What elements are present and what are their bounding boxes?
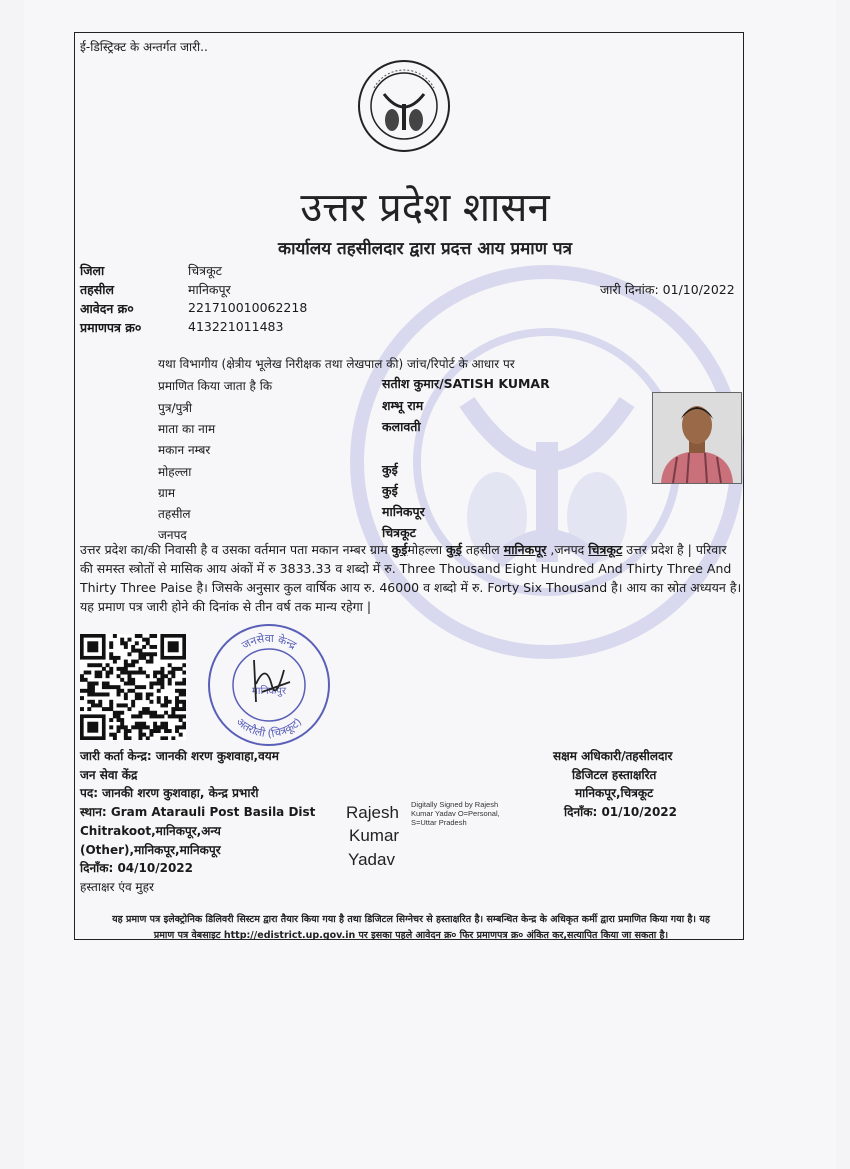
applicant-photo <box>652 392 742 484</box>
issuer-signature-label: हस्ताक्षर एंव मुहर <box>80 880 154 894</box>
detail-label: पुत्र/पुत्री <box>158 401 193 415</box>
application-number: 221710010062218 <box>188 300 308 315</box>
district-label: जिला <box>80 263 105 278</box>
village-value: कुई <box>382 483 398 498</box>
signature-name-3: Yadav <box>348 850 395 869</box>
issuer-date: दिनाँक: 04/10/2022 <box>80 861 194 875</box>
qr-code-icon <box>80 634 186 740</box>
issuer-line-2: जन सेवा केंद्र <box>80 768 138 782</box>
authority-line-3: मानिकपूर,चित्रकूट <box>575 786 654 800</box>
authority-line-2: डिजिटल हस्ताक्षरित <box>572 768 657 782</box>
detail-label: मकान नम्बर <box>158 443 211 457</box>
tehsil-label: तहसील <box>80 282 114 297</box>
seal-bottom-text: अतरौली (चित्रकूट) <box>233 715 305 741</box>
detail-label: तहसील <box>158 507 191 521</box>
certificate-paragraph: उत्तर प्रदेश का/की निवासी है व उसका वर्तमान पता मकान नम्बर ग्राम कुईमोहल्ला कुई तहसील मानिकपूर ,जनपद चित्रकूट उत्तर प्रदेश है | परिवार की समस्त स्त्रोतों से मासिक आय अंकों में रु 3833.33 व शब्दो में रु. Three Thousand Eight Hundred And Thirty Three And Thirty Three Paise है। जिसके अनुसार कुल वार्षिक आय रु. 46000 व शब्दो में रु. Forty Six Thousand है। आय का स्रोत अध्ययन है। यह प्रमाण पत्र जारी होने की दिनांक से तीन वर्ष तक मान्य रहेगा | <box>80 542 742 614</box>
detail-label: प्रमाणित किया जाता है कि <box>158 379 273 393</box>
footer-line-1: यह प्रमाण पत्र इलेक्ट्रोनिक डिलिवरी सिस्टम द्वारा तैयार किया गया है तथा डिजिटल सिग्नेचर से हस्ताक्षरित है। सम्बन्धित केन्द्र के अधिकृत कर्मी द्वारा प्रमाणित किया गया है। यह <box>112 914 710 925</box>
locality-value: कुई <box>382 462 398 477</box>
seal-top-text: जनसेवा केन्द्र <box>239 631 299 653</box>
district-detail-value: चित्रकूट <box>382 525 416 540</box>
issuer-line-6: (Other),मानिकपूर,मानिकपूर <box>80 843 221 857</box>
village-underlined: कुई <box>391 542 408 557</box>
issuer-line-3: पद: जानकी शरण कुशवाहा, केन्द्र प्रभारी <box>80 786 259 800</box>
issue-date: जारी दिनांक: 01/10/2022 <box>600 282 735 297</box>
detail-label: माता का नाम <box>158 422 216 436</box>
svg-text:अतरौली (चित्रकूट) <box>234 715 305 740</box>
detail-label: मोहल्ला <box>158 465 192 479</box>
locality-underlined: कुई <box>446 542 462 557</box>
signature-detail-2: Kumar Yadav O=Personal, <box>411 809 500 818</box>
district-value: चित्रकूट <box>188 263 222 278</box>
document-title: उत्तर प्रदेश शासन <box>300 185 550 231</box>
document-subtitle: कार्यालय तहसीलदार द्वारा प्रदत्त आय प्रमाण पत्र <box>278 239 572 259</box>
district-underlined: चित्रकूट <box>588 542 623 557</box>
signature-name-1: Rajesh <box>346 803 399 822</box>
signature-detail-1: Digitally Signed by Rajesh <box>411 800 499 809</box>
authority-line-1: सक्षम अधिकारी/तहसीलदार <box>553 749 673 763</box>
seal-middle-text: मानिकपुर <box>251 686 287 697</box>
up-government-emblem-icon <box>356 58 452 154</box>
footer-note <box>80 912 742 944</box>
certificate-number: 413221011483 <box>188 319 284 334</box>
intro-line: यथा विभागीय (क्षेत्रीय भूलेख निरीक्षक तथा लेखपाल की) जांच/रिपोर्ट के आधार पर <box>158 357 515 371</box>
authority-date: दिनाँक: 01/10/2022 <box>564 805 678 819</box>
issuer-line-4: स्थान: Gram Atarauli Post Basila Dist <box>80 805 316 819</box>
footer-line-2: प्रमाण पत्र वेबसाइट http://edistrict.up.gov.in पर इसका पहले आवेदन क्र० फिर प्रमाणपत्र क्र० अंकित कर,सत्यापित किया जा सकता है। <box>153 930 669 941</box>
tehsil-value: मानिकपूर <box>188 282 231 297</box>
detail-label: ग्राम <box>158 486 176 500</box>
signature-name-2: Kumar <box>349 826 400 845</box>
issuer-line-1: जारी कर्ता केन्द्र: जानकी शरण कुशवाहा,वयम <box>80 749 279 763</box>
jan-seva-kendra-seal <box>206 622 332 748</box>
signature-detail-3: S=Uttar Pradesh <box>411 818 467 827</box>
tehsil-underlined: मानिकपूर <box>503 542 547 557</box>
detail-label: जनपद <box>158 528 187 542</box>
father-name: शम्भू राम <box>382 398 424 413</box>
applicant-name: सतीश कुमार/SATISH KUMAR <box>382 376 550 391</box>
mother-name: कलावती <box>382 419 421 434</box>
application-label: आवेदन क्र० <box>80 301 134 316</box>
tehsil-detail-value: मानिकपूर <box>382 504 425 519</box>
header-note: ई-डिस्ट्रिक्ट के अन्तर्गत जारी.. <box>80 40 208 54</box>
certificate-label: प्रमाणपत्र क्र० <box>80 320 142 335</box>
issuer-line-5: Chitrakoot,मानिकपूर,अन्य <box>80 824 221 838</box>
